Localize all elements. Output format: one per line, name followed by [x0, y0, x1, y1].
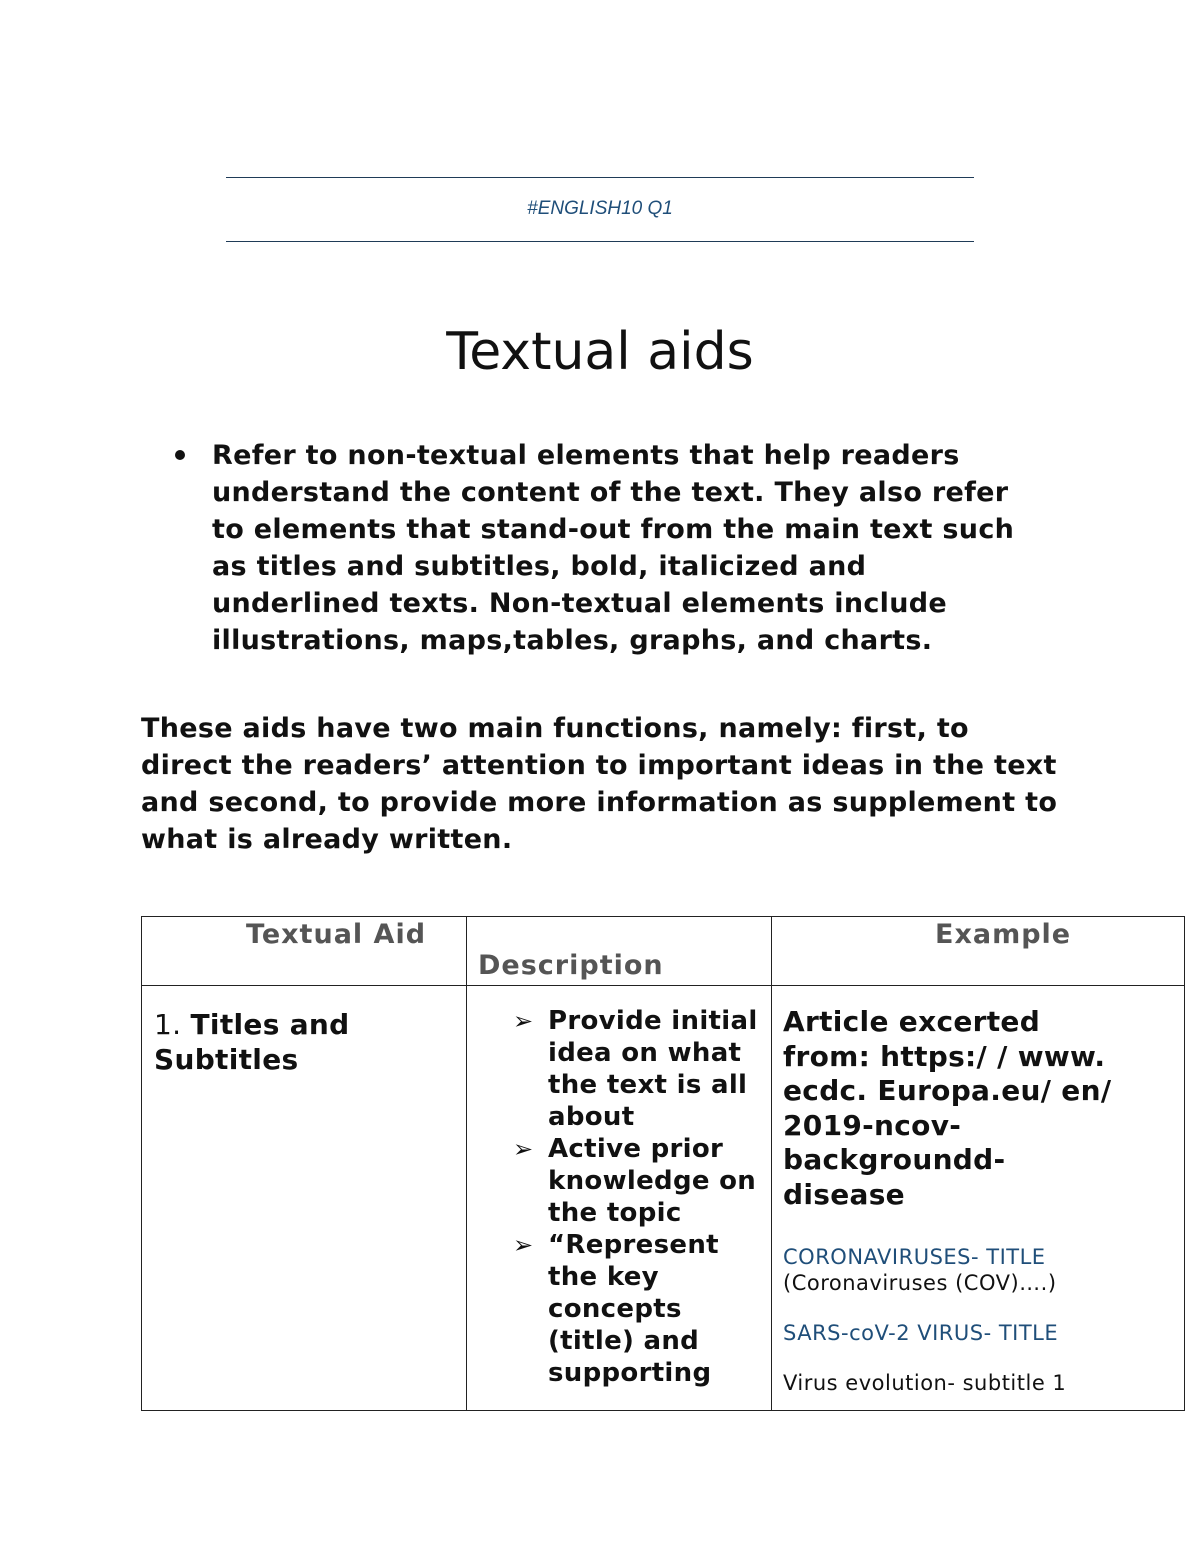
example-content [772, 986, 1184, 1396]
header-textual-aid: Textual Aid [246, 919, 427, 950]
header-description: Description [478, 950, 664, 981]
example-title-2: SARS-coV-2 VIRUS- TITLE [783, 1321, 1059, 1345]
description-cell [467, 986, 772, 1411]
functions-paragraph: These aids have two main functions, namely: first, to direct the readers’ attention to important ideas in the text and second, to provide more information as supplement to what is already written. [141, 713, 1058, 855]
description-text: Active prior knowledge on the topic [548, 1134, 757, 1228]
example-lead: Article excerted from: https:/ / www. ecdc. Europa.eu/ en/ 2019-ncov-backgroundd-disease [783, 1005, 1112, 1211]
bullet-icon [175, 450, 185, 460]
header-example: Example [935, 919, 1072, 950]
list-item [467, 1229, 771, 1389]
header-rule-top [226, 177, 974, 178]
definition-list [212, 437, 1032, 659]
aid-cell [142, 986, 467, 1411]
header-cell-example [772, 917, 1185, 986]
aid-number: 1. [154, 1008, 182, 1041]
aid-label: Titles and Subtitles [154, 1008, 350, 1076]
arrow-bullet-icon: ➢ [513, 1135, 534, 1163]
arrow-bullet-icon: ➢ [513, 1231, 534, 1259]
page-title: Textual aids [446, 322, 754, 382]
example-subtitle-2: Virus evolution- subtitle 1 [783, 1371, 1067, 1395]
header-cell-description [467, 917, 772, 986]
aid-name [142, 986, 466, 1077]
example-title-1: CORONAVIRUSES- TITLE [783, 1245, 1046, 1269]
arrow-bullet-icon: ➢ [513, 1007, 534, 1035]
textual-aids-table [141, 916, 1185, 1411]
description-text: Provide initial idea on what the text is all about [548, 1006, 758, 1132]
definition-text: Refer to non-textual elements that help readers understand the content of the text. They also refer to elements that stand-out from the main text such as titles and subtitles, bold, italicized and underlined texts. Non-textual elements include illustrations, maps,tables, graphs, and charts. [212, 440, 1015, 656]
description-text: “Represent the key concepts (title) and supporting [548, 1230, 719, 1388]
table-row [142, 986, 1185, 1411]
header-rule-bottom [226, 241, 974, 242]
example-cell [772, 986, 1185, 1411]
description-list [467, 986, 771, 1389]
header-cell-textual-aid [142, 917, 467, 986]
header-tag: #ENGLISH10 Q1 [527, 198, 673, 219]
definition-item [212, 437, 1032, 659]
example-subtext-1: (Coronaviruses (COV)….) [783, 1271, 1057, 1295]
list-item [467, 1005, 771, 1133]
table-header-row [142, 917, 1185, 986]
list-item [467, 1133, 771, 1229]
